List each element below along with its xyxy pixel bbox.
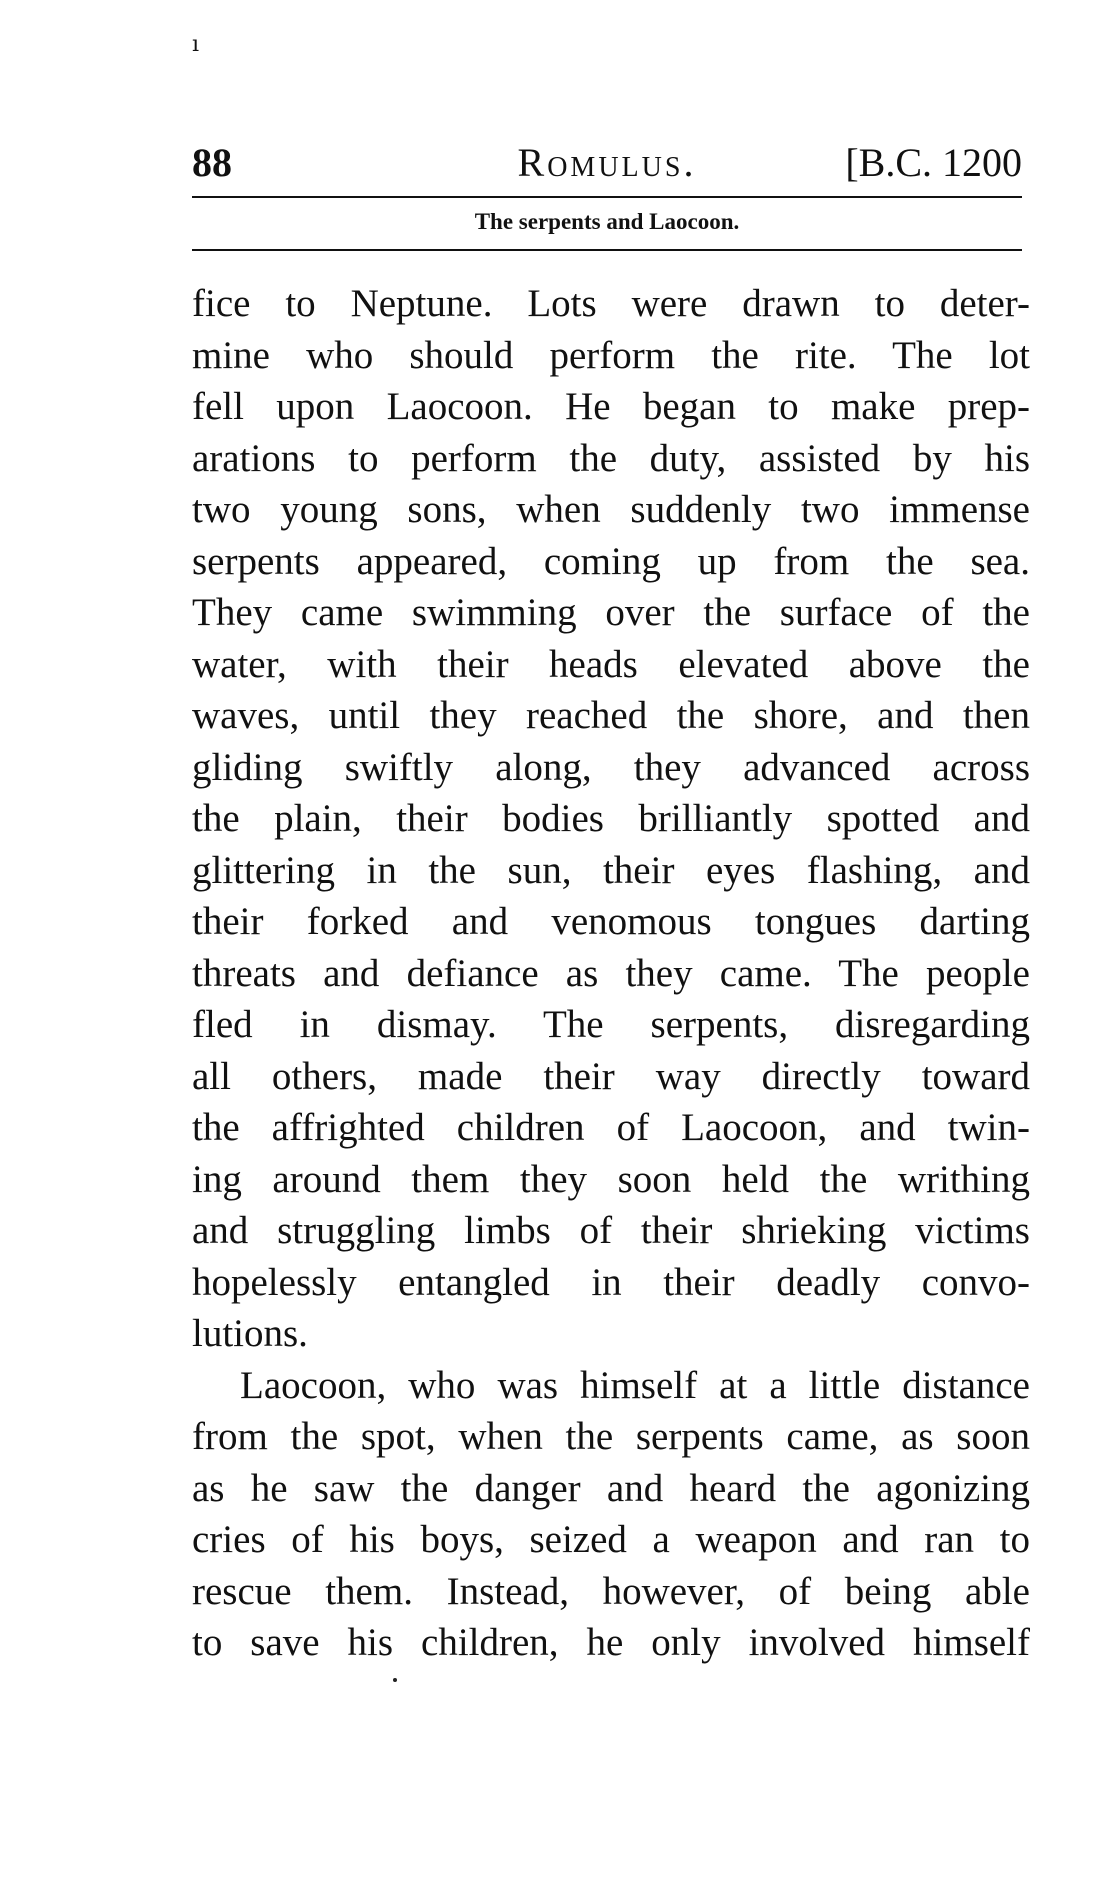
- text-line: the plain, their bodies brilliantly spotted and: [192, 797, 1030, 840]
- text-line: They came swimming over the surface of the: [192, 591, 1030, 634]
- text-line: fice to Neptune. Lots were drawn to deter-: [192, 282, 1030, 325]
- text-line: fell upon Laocoon. He began to make prep-: [192, 385, 1030, 428]
- text-line: their forked and venomous tongues darting: [192, 900, 1030, 943]
- text-line: from the spot, when the serpents came, as soon: [192, 1415, 1030, 1458]
- header-rule-top: [192, 196, 1022, 198]
- text-line: two young sons, when suddenly two immense: [192, 488, 1030, 531]
- text-line: fled in dismay. The serpents, disregarding: [192, 1003, 1030, 1046]
- text-line: waves, until they reached the shore, and then: [192, 694, 1030, 737]
- text-line: and struggling limbs of their shrieking victims: [192, 1209, 1030, 1252]
- text-line: to save his children, he only involved himself: [192, 1621, 1030, 1664]
- text-line: lutions.: [192, 1312, 308, 1355]
- text-line: gliding swiftly along, they advanced across: [192, 745, 1030, 789]
- text-line: serpents appeared, coming up from the sea.: [192, 539, 1030, 583]
- text-line: rescue them. Instead, however, of being able: [192, 1569, 1030, 1613]
- book-title: Romulus.: [517, 140, 697, 185]
- page-number: 88: [192, 140, 232, 185]
- text-line: Laocoon, who was himself at a little distance: [240, 1363, 1030, 1407]
- text-line: arations to perform the duty, assisted by his: [192, 436, 1030, 480]
- text-line: cries of his boys, seized a weapon and ran to: [192, 1518, 1030, 1561]
- header-rule-bottom: [192, 249, 1022, 251]
- text-line: glittering in the sun, their eyes flashing, and: [192, 848, 1030, 892]
- stray-dot: [393, 1678, 397, 1682]
- text-line: mine who should perform the rite. The lot: [192, 333, 1030, 377]
- stray-print-mark: ı: [192, 32, 200, 57]
- text-line: as he saw the danger and heard the agonizing: [192, 1466, 1030, 1510]
- text-line: hopelessly entangled in their deadly convo-: [192, 1260, 1030, 1304]
- text-line: the affrighted children of Laocoon, and twin-: [192, 1106, 1030, 1149]
- date-label: [B.C. 1200: [845, 140, 1022, 185]
- paragraph: [192, 1360, 1030, 1669]
- text-line: ing around them they soon held the writhing: [192, 1157, 1030, 1201]
- paragraph: [192, 278, 1030, 1360]
- text-line: water, with their heads elevated above the: [192, 642, 1030, 686]
- text-line: all others, made their way directly toward: [192, 1054, 1030, 1098]
- body-text: [192, 278, 1030, 1669]
- text-line: threats and defiance as they came. The people: [192, 951, 1030, 995]
- section-caption: The serpents and Laocoon.: [474, 209, 740, 234]
- running-header: [192, 138, 1022, 188]
